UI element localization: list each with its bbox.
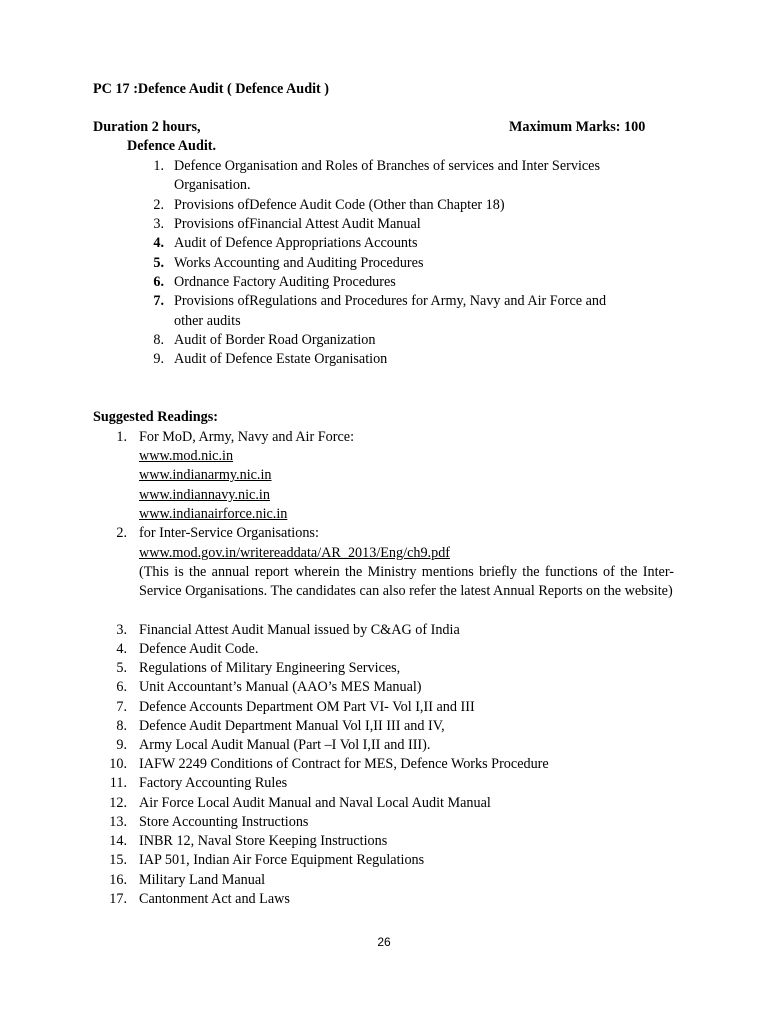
reading-number: 15. bbox=[109, 852, 127, 868]
airforce-link[interactable]: www.indianairforce.nic.in bbox=[139, 506, 288, 522]
reading-item: Store Accounting Instructions bbox=[139, 814, 309, 830]
reading-number: 10. bbox=[109, 756, 127, 772]
list-item-continuation: Organisation. bbox=[174, 177, 251, 193]
section-heading: Defence Audit. bbox=[127, 138, 217, 154]
reading-number: 11. bbox=[109, 775, 127, 791]
max-marks-label: Maximum Marks: 100 bbox=[509, 119, 646, 135]
mod-link[interactable]: www.mod.nic.in bbox=[139, 448, 234, 464]
list-item-number: 1. bbox=[153, 158, 164, 174]
reading-item: Army Local Audit Manual (Part –I Vol I,II and III). bbox=[139, 737, 431, 753]
reading-number: 17. bbox=[109, 891, 127, 907]
reading-item: Unit Accountant’s Manual (AAO’s MES Manual) bbox=[139, 679, 422, 695]
reading-item: For MoD, Army, Navy and Air Force: bbox=[139, 429, 355, 445]
reading-number: 4. bbox=[116, 641, 127, 657]
list-item: Provisions ofFinancial Attest Audit Manual bbox=[174, 216, 421, 232]
list-item: Audit of Defence Appropriations Accounts bbox=[174, 235, 418, 251]
reading-number: 2. bbox=[116, 525, 127, 541]
reading-item: Financial Attest Audit Manual issued by C&AG of India bbox=[139, 622, 460, 638]
list-item-continuation: other audits bbox=[174, 313, 241, 329]
list-item-number: 6. bbox=[153, 274, 164, 290]
reading-item: Factory Accounting Rules bbox=[139, 775, 288, 791]
list-item: Provisions ofRegulations and Procedures for Army, Navy and Air Force and bbox=[174, 293, 607, 309]
reading-number: 16. bbox=[109, 872, 127, 888]
list-item: Audit of Border Road Organization bbox=[174, 332, 376, 348]
list-item: Provisions ofDefence Audit Code (Other than Chapter 18) bbox=[174, 197, 505, 213]
reading-number: 13. bbox=[109, 814, 127, 830]
list-item-number: 2. bbox=[153, 197, 164, 213]
reading-number: 3. bbox=[116, 622, 127, 638]
reading-item: Military Land Manual bbox=[139, 872, 266, 888]
reading-item: IAFW 2249 Conditions of Contract for MES, Defence Works Procedure bbox=[139, 756, 549, 772]
reading-item: Defence Audit Code. bbox=[139, 641, 259, 657]
list-item-number: 3. bbox=[153, 216, 164, 232]
reading-item: Air Force Local Audit Manual and Naval Local Audit Manual bbox=[139, 795, 491, 811]
reading-number: 9. bbox=[116, 737, 127, 753]
annual-report-note: (This is the annual report wherein the Ministry mentions briefly the functions of the Inter-Service Organisations. The candidates can also refer the latest Annual Reports on the website) bbox=[139, 564, 674, 600]
navy-link[interactable]: www.indiannavy.nic.in bbox=[139, 487, 270, 503]
readings-heading: Suggested Readings: bbox=[93, 409, 218, 425]
page-title: PC 17 :Defence Audit ( Defence Audit ) bbox=[93, 81, 330, 97]
list-item: Works Accounting and Auditing Procedures bbox=[174, 255, 424, 271]
reading-number: 6. bbox=[116, 679, 127, 695]
list-item-number: 8. bbox=[153, 332, 164, 348]
list-item: Audit of Defence Estate Organisation bbox=[174, 351, 388, 367]
reading-number: 14. bbox=[109, 833, 127, 849]
reading-number: 5. bbox=[116, 660, 127, 676]
annual-report-link[interactable]: www.mod.gov.in/writereaddata/AR_2013/Eng/ch9.pdf bbox=[139, 545, 451, 561]
reading-item: Cantonment Act and Laws bbox=[139, 891, 290, 907]
reading-item: INBR 12, Naval Store Keeping Instructions bbox=[139, 833, 388, 849]
reading-number: 7. bbox=[116, 699, 127, 715]
list-item: Ordnance Factory Auditing Procedures bbox=[174, 274, 396, 290]
page-number: 26 bbox=[377, 935, 391, 949]
reading-item: Defence Audit Department Manual Vol I,II III and IV, bbox=[139, 718, 445, 734]
reading-number: 12. bbox=[109, 795, 127, 811]
list-item-number: 5. bbox=[153, 255, 164, 271]
list-item-number: 7. bbox=[153, 293, 164, 309]
duration-label: Duration 2 hours, bbox=[93, 119, 201, 135]
reading-item: Defence Accounts Department OM Part VI- Vol I,II and III bbox=[139, 699, 475, 715]
reading-number: 8. bbox=[116, 718, 127, 734]
list-item-number: 4. bbox=[153, 235, 164, 251]
army-link[interactable]: www.indianarmy.nic.in bbox=[139, 467, 272, 483]
reading-item: for Inter-Service Organisations: bbox=[139, 525, 319, 541]
list-item-number: 9. bbox=[153, 351, 164, 367]
list-item: Defence Organisation and Roles of Branches of services and Inter Services bbox=[174, 158, 600, 174]
reading-item: IAP 501, Indian Air Force Equipment Regulations bbox=[139, 852, 425, 868]
reading-item: Regulations of Military Engineering Services, bbox=[139, 660, 401, 676]
reading-number: 1. bbox=[116, 429, 127, 445]
